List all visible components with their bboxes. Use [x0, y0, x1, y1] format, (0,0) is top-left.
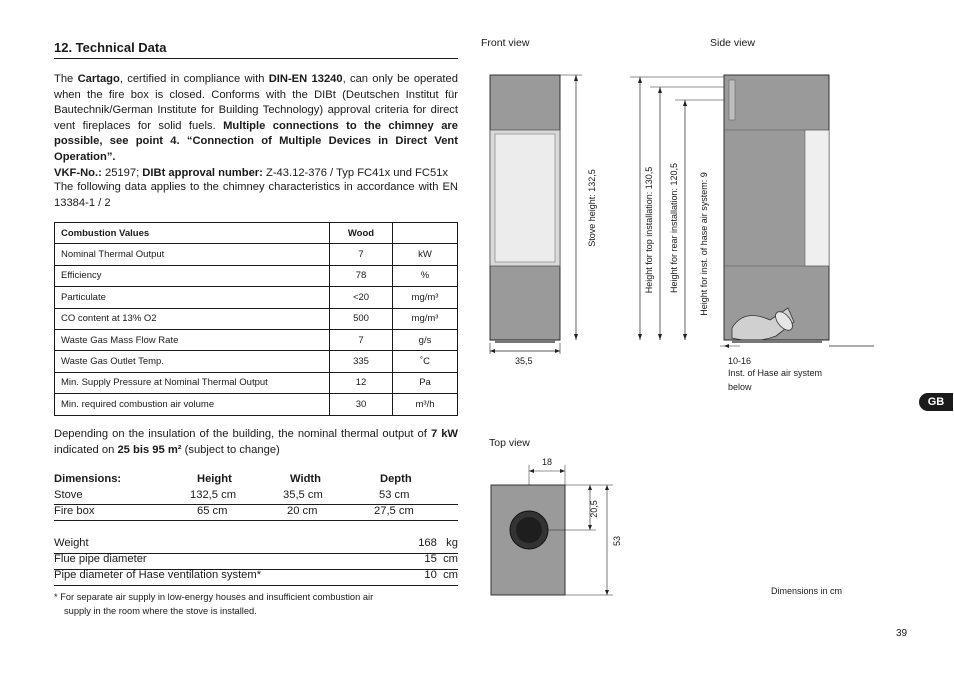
- table-row: [55, 329, 458, 350]
- inst-note-line-1: Inst. of Hase air system: [728, 368, 823, 378]
- footnote-line-2: supply in the room where the stove is installed.: [64, 606, 257, 616]
- firebox-height: 65 cm: [197, 505, 228, 517]
- table-row: [55, 244, 458, 265]
- intro-multiple-connections: Multiple connections to the chimney are possible, see point 4. “Connection of Multiple Devices in Direct Vent Operation”.: [54, 119, 458, 163]
- col-width: Width: [290, 473, 321, 485]
- row-unit: mg/m³: [393, 308, 458, 329]
- row-value: 500: [330, 308, 393, 329]
- row-label: Particulate: [55, 287, 330, 308]
- dibt-value: Z-43.12-376 / Typ FC41x und FC51x: [262, 166, 448, 179]
- intro-paragraph: [54, 72, 458, 181]
- table-row: [55, 372, 458, 393]
- row-value: 30: [330, 394, 393, 415]
- table-row: [55, 351, 458, 372]
- front-view-drawing: [490, 75, 582, 354]
- front-view-label: Front view: [481, 37, 530, 49]
- row-label: CO content at 13% O2: [55, 308, 330, 329]
- row-unit: kW: [393, 244, 458, 265]
- rear-install-label: Height for rear installation: 120,5: [669, 162, 679, 294]
- intro-cartago: Cartago: [77, 73, 120, 85]
- row-label: Efficiency: [55, 265, 330, 286]
- row-label: Waste Gas Mass Flow Rate: [55, 329, 330, 350]
- spec-label: Weight: [54, 537, 89, 549]
- insulation-paragraph: [54, 427, 458, 458]
- top-install-label: Height for top installation: 130,5: [644, 166, 654, 294]
- row-unit: g/s: [393, 329, 458, 350]
- spec-row-flue: [54, 553, 458, 569]
- row-value: 7: [330, 329, 393, 350]
- stove-height-label: Stove height: 132,5: [587, 169, 597, 247]
- table-row: [55, 308, 458, 329]
- insulation-text-1: Depending on the insulation of the building, the nominal thermal output of: [54, 428, 431, 440]
- table-row: [55, 394, 458, 415]
- divider: [54, 585, 458, 586]
- dimensions-label: Dimensions:: [54, 473, 122, 485]
- row-value: <20: [330, 287, 393, 308]
- insulation-area: 25 bis 95 m²: [117, 443, 182, 456]
- dimensions-stove-row: [54, 489, 458, 505]
- table-header-unit: [393, 223, 458, 244]
- chimney-note: The following data applies to the chimney characteristics in accordance with EN 13384-1 / 2: [54, 181, 458, 209]
- table-header-label: Combustion Values: [55, 223, 330, 244]
- side-view-drawing: [630, 75, 874, 348]
- row-label: Nominal Thermal Output: [55, 244, 330, 265]
- row-value: 7: [330, 244, 393, 265]
- top-dim-18: 18: [542, 457, 553, 467]
- language-badge: GB: [919, 393, 953, 411]
- width-dim-label: 35,5: [515, 356, 533, 366]
- table-header-row: [55, 223, 458, 244]
- spec-row-weight: [54, 537, 458, 553]
- spec-value: 10 cm: [424, 569, 458, 581]
- dimensions-firebox-row: [54, 505, 458, 521]
- firebox-depth: 27,5 cm: [374, 505, 414, 517]
- stove-width: 35,5 cm: [283, 489, 323, 501]
- insulation-output: 7 kW: [430, 428, 458, 440]
- spec-value: 168 kg: [418, 537, 458, 549]
- row-unit: mg/m³: [393, 287, 458, 308]
- dibt-label: DIBt approval number:: [142, 166, 263, 179]
- row-unit: Pa: [393, 372, 458, 393]
- page-number: 39: [896, 628, 908, 639]
- table-row: [55, 287, 458, 308]
- intro-text-rest: , can only be operated when the fire box is closed. Conforms with the DIBt (Deutschen Institut für Bautechnik/German Institute for Building Technology) approval criteria for direct vent fireplaces for solid fuels.: [54, 73, 458, 132]
- insulation-text-3: (subject to change): [181, 443, 280, 456]
- firebox-width: 20 cm: [287, 505, 318, 517]
- section-title: 12. Technical Data: [54, 40, 167, 55]
- row-value: 12: [330, 372, 393, 393]
- intro-din: DIN-EN 13240: [268, 73, 343, 85]
- top-dim-53: 53: [612, 535, 622, 547]
- stove-label: Stove: [54, 489, 83, 501]
- combustion-table: [54, 222, 458, 416]
- side-dim-label: 10-16: [728, 356, 752, 366]
- row-label: Min. required combustion air volume: [55, 394, 330, 415]
- top-dim-20-5: 20,5: [589, 500, 599, 518]
- spec-label: Pipe diameter of Hase ventilation system*: [54, 569, 262, 581]
- row-unit: m³/h: [393, 394, 458, 415]
- col-height: Height: [197, 473, 232, 485]
- inst-note-line-2: below: [728, 382, 752, 392]
- dimensions-block: [54, 473, 458, 588]
- row-value: 78: [330, 265, 393, 286]
- col-depth: Depth: [380, 473, 412, 485]
- side-view-label: Side view: [710, 37, 755, 49]
- divider: [54, 520, 458, 521]
- row-label: Waste Gas Outlet Temp.: [55, 351, 330, 372]
- dimensions-note: Dimensions in cm: [771, 586, 843, 596]
- top-view-drawing: [491, 465, 613, 595]
- spec-value: 15 cm: [424, 553, 458, 565]
- footnote: [54, 590, 373, 618]
- footnote-line-1: * For separate air supply in low-energy houses and insufficient combustion air: [54, 592, 374, 602]
- spec-row-pipe: [54, 569, 458, 585]
- intro-text-the: The: [54, 73, 78, 85]
- stove-drawing: [470, 60, 890, 600]
- vkf-value: 25197;: [101, 166, 143, 179]
- intro-text-certified: , certified in compliance with: [119, 73, 269, 85]
- row-value: 335: [330, 351, 393, 372]
- vkf-label: VKF-No.:: [54, 166, 102, 179]
- table-header-wood: Wood: [330, 223, 393, 244]
- table-row: [55, 265, 458, 286]
- air-system-label: Height for inst. of hase air system: 9: [699, 172, 709, 316]
- row-unit: ˚C: [393, 351, 458, 372]
- insulation-text-2: indicated on: [54, 443, 118, 456]
- row-unit: %: [393, 265, 458, 286]
- stove-height: 132,5 cm: [190, 489, 237, 501]
- title-rule: [54, 58, 458, 59]
- spec-label: Flue pipe diameter: [54, 553, 147, 565]
- firebox-label: Fire box: [54, 505, 95, 517]
- stove-depth: 53 cm: [379, 489, 410, 501]
- top-view-label: Top view: [489, 437, 530, 449]
- dimensions-header: [54, 473, 458, 489]
- row-label: Min. Supply Pressure at Nominal Thermal Output: [55, 372, 330, 393]
